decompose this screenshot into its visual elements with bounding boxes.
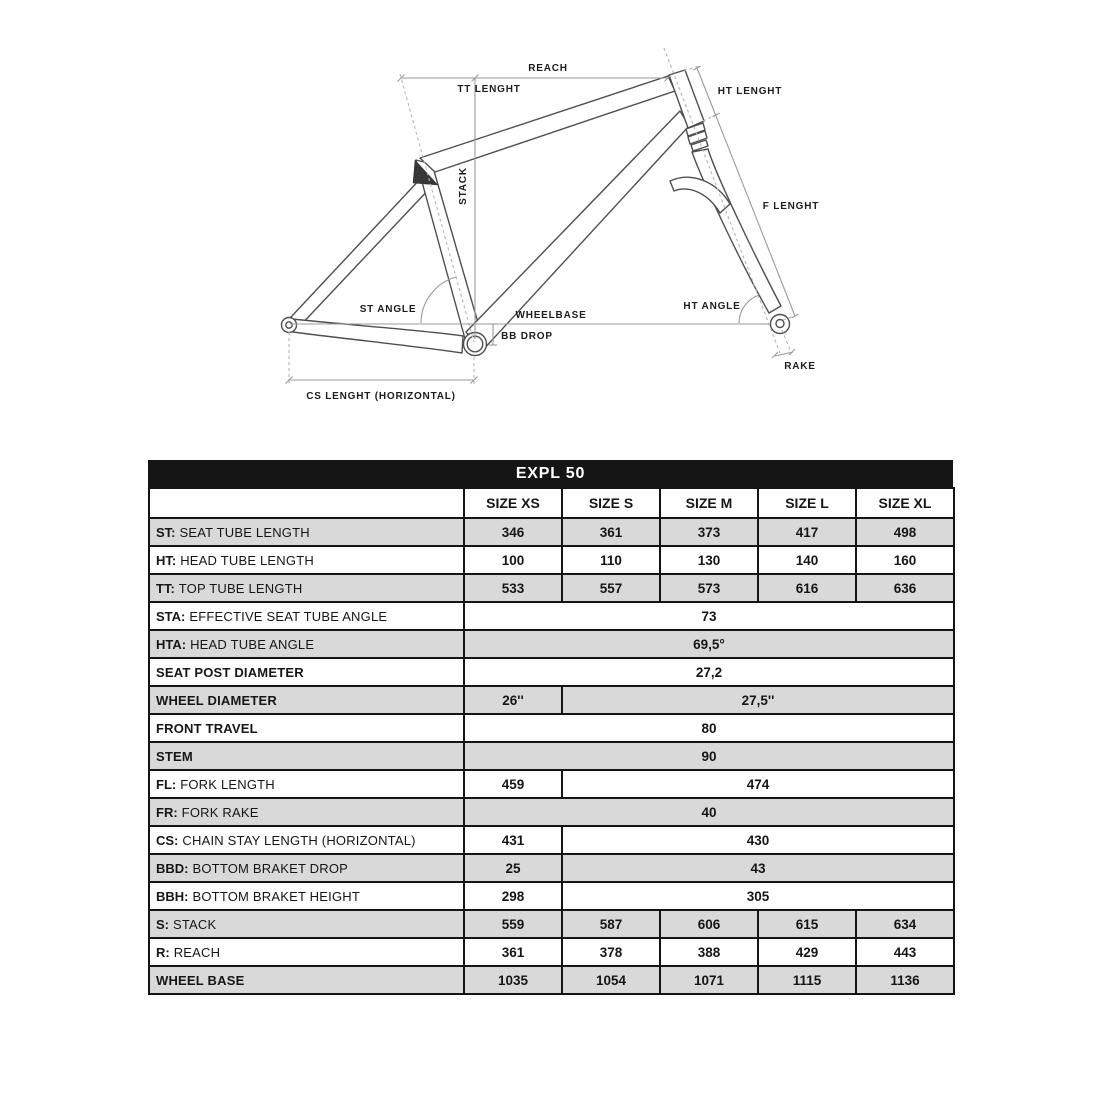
row-label-prefix: STA: <box>156 608 186 624</box>
row-label-prefix: TT: <box>156 580 175 596</box>
row-label <box>149 686 464 714</box>
row-label-prefix: HTA: <box>156 636 187 652</box>
value-cell: 305 <box>562 882 954 910</box>
value-cell: 130 <box>660 546 758 574</box>
value-cell: 1054 <box>562 966 660 994</box>
table-row <box>149 714 954 742</box>
value-cell: 1136 <box>856 966 954 994</box>
seat-tube <box>416 160 483 346</box>
row-label-prefix: FR: <box>156 804 178 820</box>
row-label-text: SEAT TUBE LENGTH <box>179 524 310 540</box>
value-cell: 430 <box>562 826 954 854</box>
reach-label: REACH <box>528 63 568 74</box>
value-cell: 378 <box>562 938 660 966</box>
value-cell: 27,2 <box>464 658 954 686</box>
row-label-prefix: S: <box>156 916 169 932</box>
row-label <box>149 938 464 966</box>
geometry-spec-table <box>148 460 953 995</box>
row-label <box>149 630 464 658</box>
row-label-text: TOP TUBE LENGTH <box>178 580 303 596</box>
row-label <box>149 574 464 602</box>
row-label-text: HEAD TUBE ANGLE <box>190 636 315 652</box>
value-cell: 27,5'' <box>562 686 954 714</box>
value-cell: 361 <box>464 938 562 966</box>
row-label-text: FORK RAKE <box>181 804 259 820</box>
value-cell: 573 <box>660 574 758 602</box>
table-row <box>149 854 954 882</box>
front-axle <box>776 320 784 328</box>
column-header-size-l: SIZE L <box>758 488 856 518</box>
table-row <box>149 938 954 966</box>
tt-length-label: TT LENGHT <box>457 84 521 95</box>
value-cell: 615 <box>758 910 856 938</box>
value-cell: 140 <box>758 546 856 574</box>
table-row <box>149 686 954 714</box>
row-label <box>149 518 464 546</box>
row-label-text: BOTTOM BRAKET DROP <box>192 860 349 876</box>
value-cell: 636 <box>856 574 954 602</box>
value-cell: 40 <box>464 798 954 826</box>
column-header-size-xl: SIZE XL <box>856 488 954 518</box>
value-cell: 498 <box>856 518 954 546</box>
ht-angle-arc <box>739 295 759 323</box>
value-cell: 110 <box>562 546 660 574</box>
row-label <box>149 714 464 742</box>
row-label <box>149 602 464 630</box>
row-label <box>149 854 464 882</box>
table-title: EXPL 50 <box>148 460 953 487</box>
row-label-text: FORK LENGTH <box>180 776 275 792</box>
ht-length-label: HT LENGHT <box>717 86 783 97</box>
row-label-text: FRONT TRAVEL <box>156 720 258 736</box>
rake-label: RAKE <box>784 361 816 372</box>
row-label <box>149 742 464 770</box>
value-cell: 100 <box>464 546 562 574</box>
value-cell: 298 <box>464 882 562 910</box>
row-label-prefix: HT: <box>156 552 177 568</box>
row-label <box>149 882 464 910</box>
row-label-text: HEAD TUBE LENGTH <box>180 552 314 568</box>
rear-axle <box>286 322 292 328</box>
value-cell: 43 <box>562 854 954 882</box>
row-label-prefix: ST: <box>156 524 176 540</box>
row-label-text: STEM <box>156 748 193 764</box>
value-cell: 606 <box>660 910 758 938</box>
bike-geometry-diagram <box>0 0 1100 455</box>
value-cell: 1115 <box>758 966 856 994</box>
f-length-label: F LENGHT <box>762 201 820 212</box>
column-header-size-s: SIZE S <box>562 488 660 518</box>
value-cell: 90 <box>464 742 954 770</box>
row-label-text: WHEEL DIAMETER <box>156 692 278 708</box>
stack-label: STACK <box>458 167 469 205</box>
value-cell: 346 <box>464 518 562 546</box>
table-row <box>149 630 954 658</box>
row-label-text: SEAT POST DIAMETER <box>156 664 304 680</box>
row-label <box>149 798 464 826</box>
table-row <box>149 546 954 574</box>
table-row <box>149 798 954 826</box>
row-label-prefix: CS: <box>156 832 179 848</box>
value-cell: 443 <box>856 938 954 966</box>
row-label-prefix: FL: <box>156 776 177 792</box>
value-cell: 559 <box>464 910 562 938</box>
value-cell: 431 <box>464 826 562 854</box>
row-label-prefix: BBH: <box>156 888 189 904</box>
value-cell: 417 <box>758 518 856 546</box>
bb-drop-label: BB DROP <box>501 331 553 342</box>
ht-angle-label: HT ANGLE <box>683 301 741 312</box>
row-label <box>149 966 464 994</box>
value-cell: 80 <box>464 714 954 742</box>
value-cell: 373 <box>660 518 758 546</box>
row-label-text: CHAIN STAY LENGTH (HORIZONTAL) <box>182 832 416 848</box>
st-angle-label: ST ANGLE <box>359 304 417 315</box>
value-cell: 587 <box>562 910 660 938</box>
row-label-prefix: BBD: <box>156 860 189 876</box>
table-row <box>149 742 954 770</box>
table-row <box>149 826 954 854</box>
value-cell: 25 <box>464 854 562 882</box>
spec-table <box>148 487 955 995</box>
row-label-prefix: R: <box>156 944 170 960</box>
table-row <box>149 658 954 686</box>
size-header-row <box>149 488 954 518</box>
value-cell: 69,5° <box>464 630 954 658</box>
corner-cell <box>149 488 464 518</box>
table-row <box>149 882 954 910</box>
value-cell: 73 <box>464 602 954 630</box>
table-row <box>149 770 954 798</box>
row-label-text: BOTTOM BRAKET HEIGHT <box>192 888 360 904</box>
value-cell: 1035 <box>464 966 562 994</box>
cs-length-label: CS LENGHT (HORIZONTAL) <box>306 391 456 402</box>
row-label-text: WHEEL BASE <box>156 972 245 988</box>
value-cell: 533 <box>464 574 562 602</box>
table-row <box>149 574 954 602</box>
value-cell: 474 <box>562 770 954 798</box>
value-cell: 1071 <box>660 966 758 994</box>
value-cell: 160 <box>856 546 954 574</box>
column-header-size-m: SIZE M <box>660 488 758 518</box>
table-row <box>149 966 954 994</box>
row-label <box>149 826 464 854</box>
value-cell: 429 <box>758 938 856 966</box>
value-cell: 361 <box>562 518 660 546</box>
value-cell: 557 <box>562 574 660 602</box>
row-label-text: REACH <box>173 944 221 960</box>
fork-blade <box>692 149 781 313</box>
table-row <box>149 910 954 938</box>
row-label <box>149 910 464 938</box>
row-label <box>149 658 464 686</box>
row-label-text: STACK <box>173 916 217 932</box>
value-cell: 388 <box>660 938 758 966</box>
row-label-text: EFFECTIVE SEAT TUBE ANGLE <box>189 608 388 624</box>
value-cell: 459 <box>464 770 562 798</box>
value-cell: 616 <box>758 574 856 602</box>
wheelbase-label: WHEELBASE <box>515 310 587 321</box>
value-cell: 634 <box>856 910 954 938</box>
row-label <box>149 770 464 798</box>
column-header-size-xs: SIZE XS <box>464 488 562 518</box>
row-label <box>149 546 464 574</box>
table-row <box>149 518 954 546</box>
table-row <box>149 602 954 630</box>
value-cell: 26'' <box>464 686 562 714</box>
